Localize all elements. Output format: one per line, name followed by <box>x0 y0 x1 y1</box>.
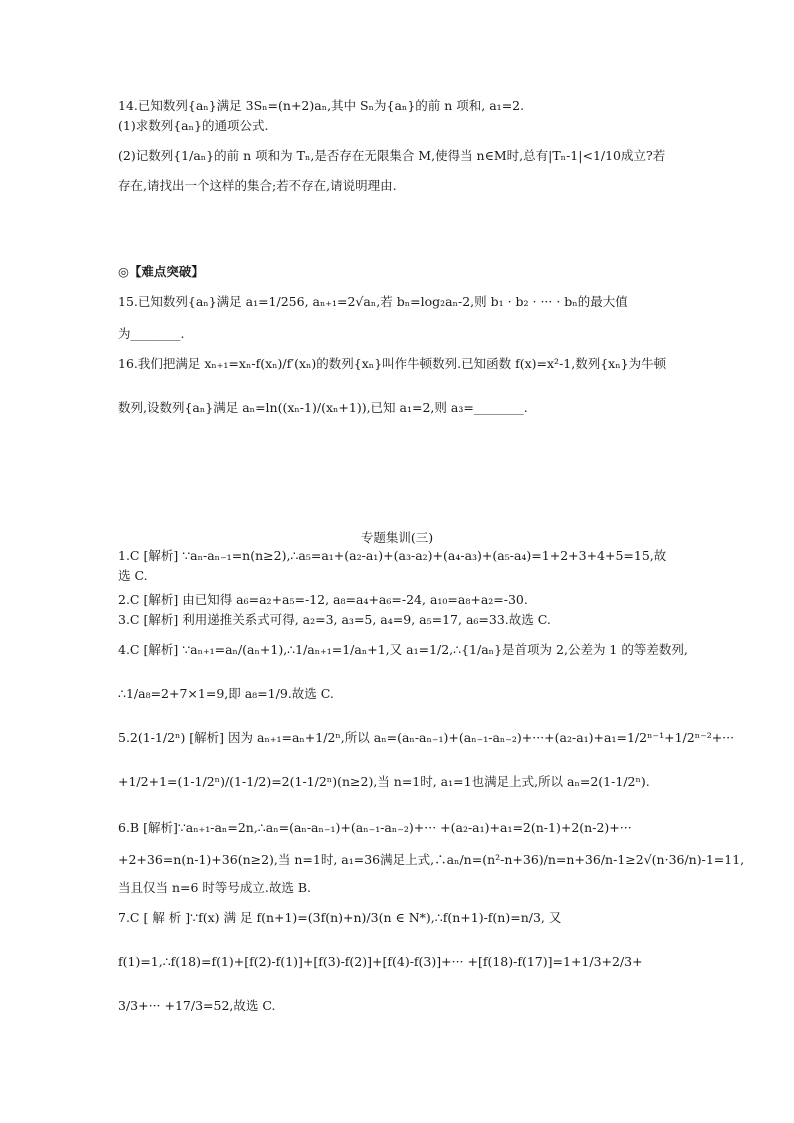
section-heading: ◎【难点突破】 <box>118 264 204 279</box>
q14-line-2: (1)求数列{aₙ}的通项公式. <box>118 118 269 133</box>
answer-7-line-1: 7.C [ 解 析 ]∵f(x) 满 足 f(n+1)=(3f(n)+n)/3(n ∈ N*),∴f(n+1)-f(n)=n/3, 又 <box>118 910 562 925</box>
answer-5-line-2: +1/2+1=(1-1/2ⁿ)/(1-1/2)=2(1-1/2ⁿ)(n≥2),当 n=1时, a₁=1也满足上式,所以 aₙ=2(1-1/2ⁿ). <box>118 774 650 789</box>
q16-line-2: 数列,设数列{aₙ}满足 aₙ=ln((xₙ-1)/(xₙ+1)),已知 a₁=2,则 a₃=________. <box>118 400 528 415</box>
q15-line-1: 15.已知数列{aₙ}满足 a₁=1/256, aₙ₊₁=2√aₙ,若 bₙ=log₂aₙ-2,则 b₁ · b₂ · ··· · bₙ的最大值 <box>118 294 628 309</box>
answer-6-line-1: 6.B [解析]∵aₙ₊₁-aₙ=2n,∴aₙ=(aₙ-aₙ₋₁)+(aₙ₋₁-aₙ₋₂)+··· +(a₂-a₁)+a₁=2(n-1)+2(n-2)+··· <box>118 820 632 835</box>
answer-7-line-2: f(1)=1,∴f(18)=f(1)+[f(2)-f(1)]+[f(3)-f(2)]+[f(4)-f(3)]+··· +[f(18)-f(17)]=1+1/3+2/3+ <box>118 954 643 969</box>
answer-7-line-3: 3/3+··· +17/3=52,故选 C. <box>118 998 276 1013</box>
answer-1: 1.C [解析] ∵aₙ-aₙ₋₁=n(n≥2),∴a₅=a₁+(a₂-a₁)+(a₃-a₂)+(a₄-a₃)+(a₅-a₄)=1+2+3+4+5=15,故 <box>118 548 667 563</box>
answer-6-line-2: +2+36=n(n-1)+36(n≥2),当 n=1时, a₁=36满足上式,∴aₙ/n=(n²-n+36)/n=n+36/n-1≥2√(n·36/n)-1=11, <box>118 852 745 867</box>
q14-line-4: 存在,请找出一个这样的集合;若不存在,请说明理由. <box>118 178 397 193</box>
answer-6-line-3: 当且仅当 n=6 时等号成立.故选 B. <box>118 880 312 895</box>
answer-4-line-2: ∴1/a₈=2+7×1=9,即 a₈=1/9.故选 C. <box>118 686 334 701</box>
q15-line-2: 为________. <box>118 326 185 341</box>
answer-4-line-1: 4.C [解析] ∵aₙ₊₁=aₙ/(aₙ+1),∴1/aₙ₊₁=1/aₙ+1,又 a₁=1/2,∴{1/aₙ}是首项为 2,公差为 1 的等差数列, <box>118 642 688 657</box>
q14-line-1: 14.已知数列{aₙ}满足 3Sₙ=(n+2)aₙ,其中 Sₙ为{aₙ}的前 n 项和, a₁=2. <box>118 98 525 113</box>
answer-3: 3.C [解析] 利用递推关系式可得, a₂=3, a₃=5, a₄=9, a₅=17, a₆=33.故选 C. <box>118 612 551 627</box>
answer-2: 2.C [解析] 由已知得 a₆=a₂+a₅=-12, a₈=a₄+a₆=-24, a₁₀=a₈+a₂=-30. <box>118 592 528 607</box>
answer-5-line-1: 5.2(1-1/2ⁿ) [解析] 因为 aₙ₊₁=aₙ+1/2ⁿ,所以 aₙ=(aₙ-aₙ₋₁)+(aₙ₋₁-aₙ₋₂)+···+(a₂-a₁)+a₁=1/2ⁿ⁻¹+1/2ⁿ⁻²+··· <box>118 730 735 745</box>
answers-title: 专题集训(三) <box>360 530 434 545</box>
answer-1-continued: 选 C. <box>118 568 148 583</box>
q16-line-1: 16.我们把满足 xₙ₊₁=xₙ-f(xₙ)/f′(xₙ)的数列{xₙ}叫作牛顿数列.已知函数 f(x)=x²-1,数列{xₙ}为牛顿 <box>118 356 667 371</box>
q14-line-3: (2)记数列{1/aₙ}的前 n 项和为 Tₙ,是否存在无限集合 M,使得当 n∈M时,总有|Tₙ-1|<1/10成立?若 <box>118 148 666 163</box>
